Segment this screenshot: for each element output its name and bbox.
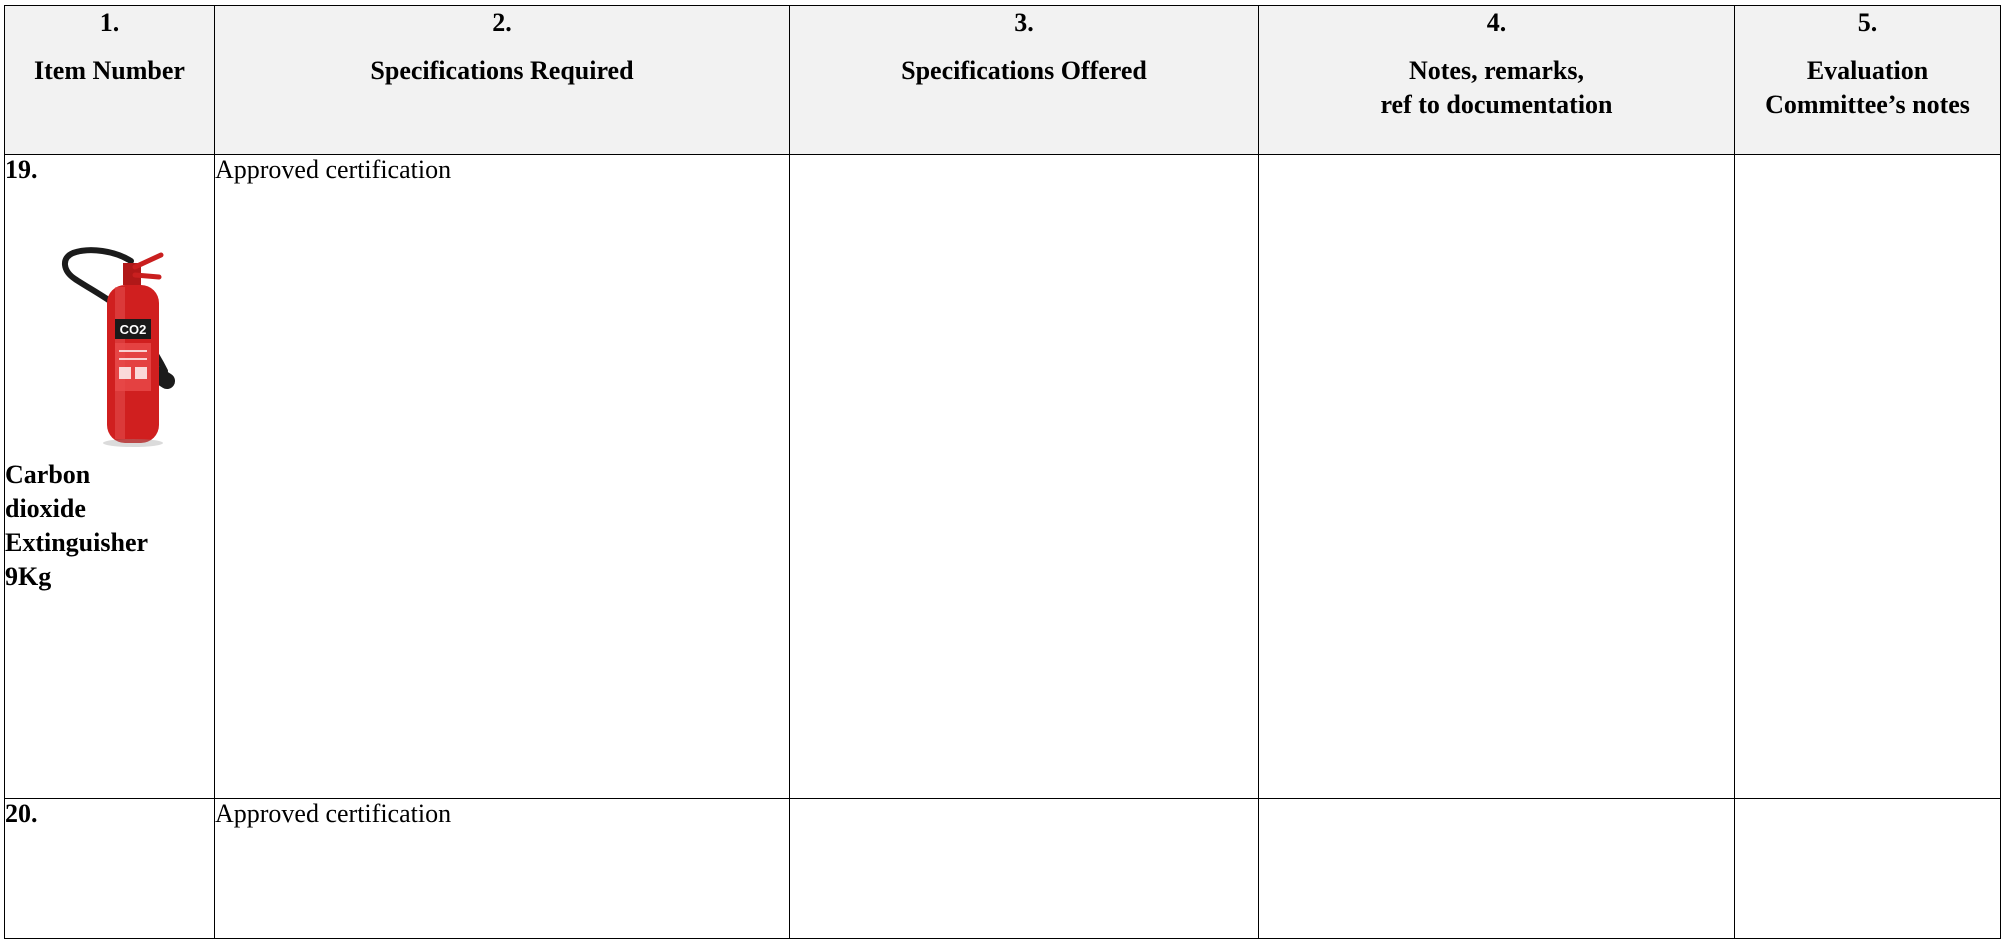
header-title: Notes, remarks, ref to documentation xyxy=(1380,56,1613,119)
item-number: 20. xyxy=(5,799,38,828)
committee-notes-cell[interactable] xyxy=(1735,799,2001,939)
notes-cell[interactable] xyxy=(1259,799,1735,939)
co2-label: CO2 xyxy=(119,322,147,337)
header-title: Specifications Required xyxy=(370,56,634,85)
co2-fire-extinguisher-icon xyxy=(35,243,185,448)
item-number: 19. xyxy=(5,155,38,184)
item-number-cell xyxy=(5,155,215,799)
header-specs-required xyxy=(215,6,790,155)
specifications-table xyxy=(4,5,2001,939)
header-item-number xyxy=(5,6,215,155)
spec-offered-cell[interactable] xyxy=(790,799,1259,939)
table-row xyxy=(5,155,2001,799)
spec-required-text: Approved certification xyxy=(215,799,452,828)
header-title: Specifications Offered xyxy=(901,56,1147,85)
item-number-cell xyxy=(5,799,215,939)
spec-offered-cell[interactable] xyxy=(790,155,1259,799)
spec-required-cell xyxy=(215,155,790,799)
header-number: 5. xyxy=(1857,8,1878,37)
header-title: Item Number xyxy=(34,56,185,85)
table-row xyxy=(5,799,2001,939)
item-name: Carbon dioxide Extinguisher 9Kg xyxy=(5,460,148,591)
header-number: 2. xyxy=(492,8,512,37)
header-specs-offered xyxy=(790,6,1259,155)
header-row xyxy=(5,6,2001,155)
header-committee-notes xyxy=(1735,6,2001,155)
header-number: 1. xyxy=(99,8,120,37)
header-number: 3. xyxy=(1014,8,1034,37)
committee-notes-cell[interactable] xyxy=(1735,155,2001,799)
header-title: Evaluation Committee’s notes xyxy=(1765,56,1970,119)
header-notes xyxy=(1259,6,1735,155)
notes-cell[interactable] xyxy=(1259,155,1735,799)
header-number: 4. xyxy=(1486,8,1507,37)
spec-required-text: Approved certification xyxy=(215,155,452,184)
spec-required-cell xyxy=(215,799,790,939)
